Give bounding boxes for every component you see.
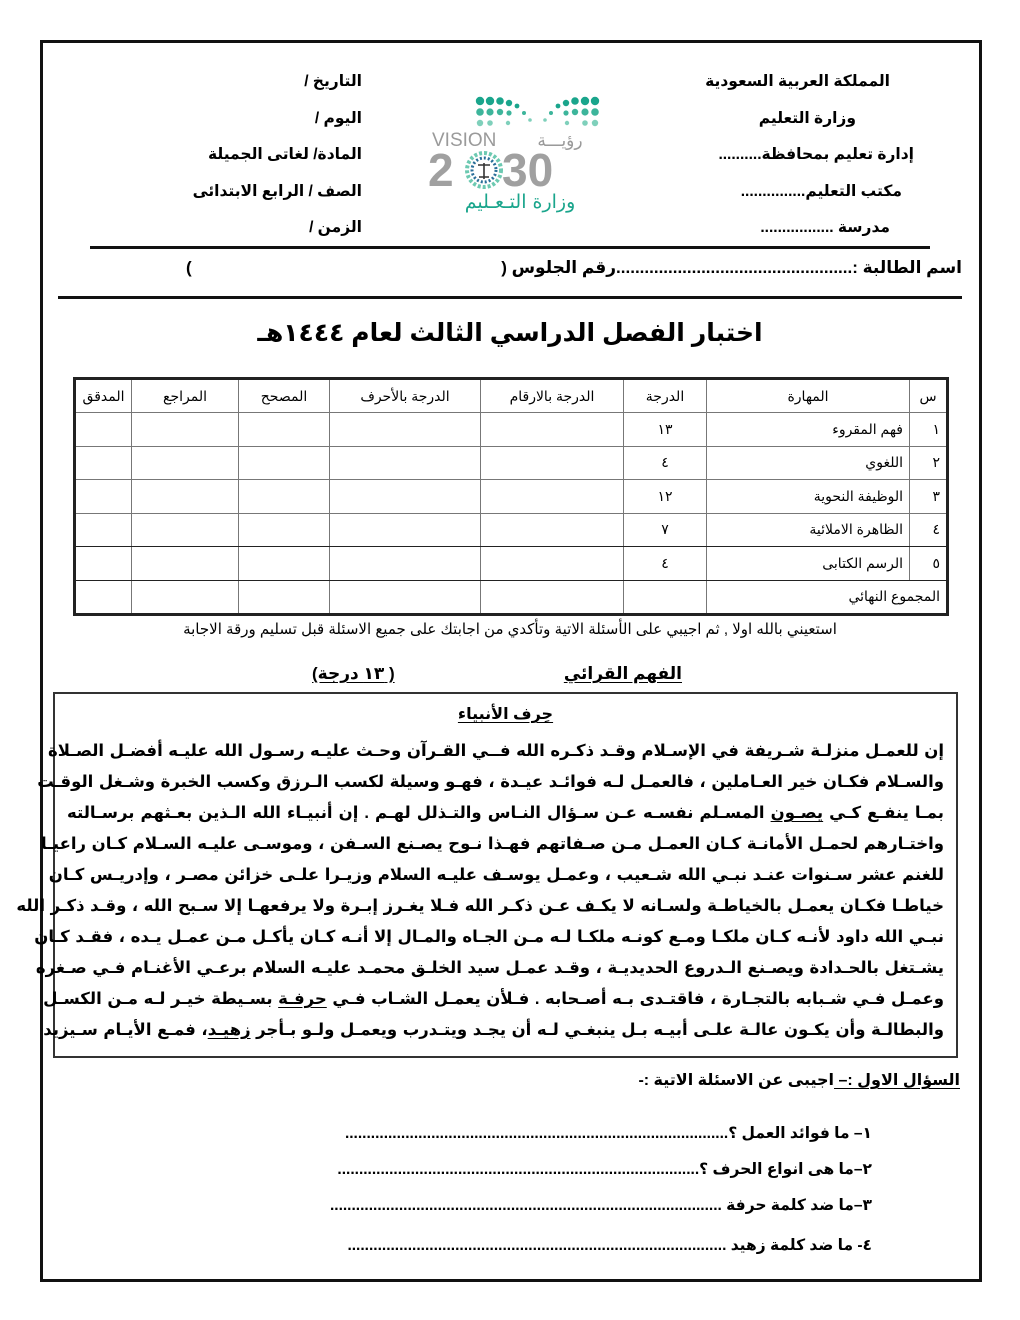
logo-dots-icon (476, 97, 599, 126)
total-corrector-cell[interactable] (239, 580, 330, 615)
col-header-corrector: المصحح (239, 379, 330, 413)
col-header-reviewer: المراجع (132, 379, 239, 413)
row-number: ٤ (910, 513, 948, 547)
scores-table (73, 377, 949, 616)
row-skill: الرسم الكتابى (707, 547, 910, 581)
grade-letters-cell[interactable] (330, 446, 481, 480)
underlined-word-hirfa: حرفـة (278, 990, 327, 1008)
passage-title: حِرف الأنبياء (457, 706, 554, 723)
total-auditor-cell[interactable] (75, 580, 132, 615)
grade-label: الصف / الرابع الابتدائى (192, 182, 362, 200)
auditor-cell[interactable] (75, 513, 132, 547)
col-header-auditor: المدقق (75, 379, 132, 413)
corrector-cell[interactable] (239, 547, 330, 581)
row-skill: الوظيفة النحوية (707, 480, 910, 514)
reading-passage (16, 692, 958, 1058)
exam-title: اختبار الفصل الدراسي الثالث لعام ١٤٤٤هـ (257, 319, 763, 347)
underlined-word-zaheed: زهيـد (207, 1021, 251, 1039)
question-item-3[interactable]: ٣–ما ضد كلمة حرفة ........................................................................................... (329, 1197, 872, 1214)
ministry-label: وزارة التعليم (758, 109, 856, 127)
table-row (75, 480, 948, 514)
grade-letters-cell[interactable] (330, 480, 481, 514)
row-number: ٢ (910, 446, 948, 480)
total-digits-cell[interactable] (481, 580, 624, 615)
row-number: ٥ (910, 547, 948, 581)
question1-label: السؤال الاول :– (834, 1072, 960, 1089)
scores-header-row (75, 379, 948, 413)
table-row (75, 446, 948, 480)
passage-text: المسـلم نفسـه عـن سـؤال النـاس والتـذلل لهـم . إن أنبيـاء الله الـذين بعـثهم برسـالته (67, 804, 771, 822)
grade-digits-cell[interactable] (481, 446, 624, 480)
row-skill: الظاهرة الاملائية (707, 513, 910, 547)
student-info-row (180, 258, 962, 288)
passage-text: بسـيطة خيـر لـه مـن الكسـل (43, 990, 279, 1008)
reviewer-cell[interactable] (132, 480, 239, 514)
reviewer-cell[interactable] (132, 446, 239, 480)
row-grade: ٤ (624, 547, 707, 581)
logo-vision-text: VISION (432, 130, 497, 151)
row-grade: ١٣ (624, 413, 707, 447)
row-grade: ٧ (624, 513, 707, 547)
day-field[interactable]: اليوم / (314, 109, 362, 127)
grade-digits-cell[interactable] (481, 480, 624, 514)
passage-text: بمـا ينفـع كـي (823, 804, 945, 822)
total-grade-cell[interactable] (624, 580, 707, 615)
question1-heading (638, 1070, 960, 1090)
row-grade: ٤ (624, 446, 707, 480)
reviewer-cell[interactable] (132, 513, 239, 547)
question-item-2[interactable]: ٢–ما هى انواع الحرف ؟.................................................................................... (337, 1161, 872, 1178)
passage-line: يشـتغل بالحـدادة ويصـنع الـدروع الحديديـة ، وقـد عمـل سيد الخلـق محمـد عليـه السلام برعـي الأغنـام فـي صـغره (35, 959, 944, 977)
row-grade: ١٢ (624, 480, 707, 514)
logo-ministry-arabic: وزارة التـعـليم (464, 191, 576, 213)
auditor-cell[interactable] (75, 547, 132, 581)
section-marks: ( ١٣ درجة) (312, 664, 395, 683)
reviewer-cell[interactable] (132, 547, 239, 581)
subject-label: المادة/ لغاتى الجميلة (207, 146, 362, 163)
instructions-text: استعيني بالله اولا , ثم اجيبي على الأسئلة الاتية وتأكدي من اجابتك على جميع الاسئلة قبل تسليم ورقة الاجابة (183, 621, 837, 638)
total-row (75, 580, 948, 615)
row-skill: اللغوي (707, 446, 910, 480)
logo-vision-arabic: رؤيـــة (537, 131, 583, 151)
row-number: ١ (910, 413, 948, 447)
table-row (75, 547, 948, 581)
grade-digits-cell[interactable] (481, 513, 624, 547)
logo-year-30: 30 (502, 144, 554, 196)
total-reviewer-cell[interactable] (132, 580, 239, 615)
auditor-cell[interactable] (75, 480, 132, 514)
school-field[interactable]: مدرسة ................. (760, 219, 890, 236)
question1-prompt: اجيبى عن الاسئلة الاتية :- (638, 1072, 835, 1089)
row-number: ٣ (910, 480, 948, 514)
grade-digits-cell[interactable] (481, 547, 624, 581)
col-header-skill: المهارة (707, 379, 910, 413)
question-item-4[interactable]: ٤- ما ضد كلمة زهيد ........................................................................................ (347, 1237, 872, 1254)
auditor-cell[interactable] (75, 446, 132, 480)
header-institution-info (660, 66, 920, 249)
passage-line: واختـارهم لحمـل الأمانـة كـان العمـل مـن صـفاتهم فهـذا نـوح يصـنع السـفن ، وموسـى عليـه السـلام كـان راعيـا (41, 835, 944, 853)
total-label: المجموع النهائي (707, 580, 948, 615)
student-name-and-seat-field[interactable]: اسم الطالبة :..................................................رقم الجلوس ( (501, 258, 962, 277)
passage-line (43, 984, 944, 1015)
passage-line (43, 1015, 944, 1046)
passage-text: وعمـل فـي شـبابه بالتجـارة ، فاقتـدى بـه أصـحابه . فـلأن يعمـل الشـاب فـي (326, 990, 944, 1008)
passage-line: إن للعمـل منزلـة شـريفة في الإسـلام وقـد ذكـره الله فــي القـرآن وحـث عليـه رسـول الله عليـه أفضـل الصـلاة (48, 742, 944, 760)
grade-letters-cell[interactable] (330, 547, 481, 581)
corrector-cell[interactable] (239, 446, 330, 480)
corrector-cell[interactable] (239, 413, 330, 447)
directorate-field[interactable]: إدارة تعليم بمحافظة.......... (718, 146, 914, 163)
row-skill: فهم المقروء (707, 413, 910, 447)
passage-line: للغنم عشر سـنوات عنـد نبـي الله شـعيب ، وعمـل يوسـف عليـه السلام وزيـرا علـى خزائن مصـر ، وإدريـس كـان (48, 866, 944, 884)
section-title: الفهم القرائي (563, 664, 682, 683)
question-item-1[interactable]: ١– ما فوائد العمل ؟......................................................................................... (344, 1125, 872, 1142)
header-exam-meta (170, 66, 362, 249)
auditor-cell[interactable] (75, 413, 132, 447)
passage-line: والسـلام فكـان خير العـاملين ، فالعمـل لـه فوائـد عيـدة ، فهـو وسيلة لكسب الـرزق وكسب الخبرة وشـغل الوقـت (37, 773, 944, 791)
total-letters-cell[interactable] (330, 580, 481, 615)
reviewer-cell[interactable] (132, 413, 239, 447)
grade-letters-cell[interactable] (330, 513, 481, 547)
time-field[interactable]: الزمن / (309, 219, 362, 236)
passage-line (67, 798, 944, 829)
grade-letters-cell[interactable] (330, 413, 481, 447)
logo-emblem-icon (467, 153, 501, 187)
col-header-grade-digits: الدرجة بالارقام (481, 379, 624, 413)
seat-close-paren: ) (186, 258, 192, 277)
date-field[interactable]: التاريخ / (304, 73, 362, 90)
logo-year-2: 2 (428, 144, 454, 196)
corrector-cell[interactable] (239, 513, 330, 547)
passage-text: ، فمـع الأيـام سـيزيد (43, 1021, 208, 1039)
underlined-word-yasoon: يصـون (770, 804, 824, 822)
corrector-cell[interactable] (239, 480, 330, 514)
table-row (75, 413, 948, 447)
col-header-grade: الدرجة (624, 379, 707, 413)
office-field[interactable]: مكتب التعليم............... (740, 182, 902, 200)
kingdom-label: المملكة العربية السعودية (705, 73, 890, 90)
passage-line: نبـي الله داود لأنـه كـان ملكـا ومـع كونـه ملكـا لـه مـن الجـاه والمـال إلا أنـه كـان يأكـل مـن عمـل يـده ، فقـد كـان (34, 928, 944, 946)
col-header-grade-letters: الدرجة بالأحرف (330, 379, 481, 413)
table-row (75, 513, 948, 547)
col-header-number: س (910, 379, 948, 413)
header-divider (90, 246, 930, 249)
grade-digits-cell[interactable] (481, 413, 624, 447)
passage-text: والبطالـة وأن يكـون عالـة علـى أبيـه بـل ينبغـي لـه أن يجـد ويتـدرب ويعمـل ولـو بـأجر (250, 1021, 944, 1039)
student-divider (58, 296, 962, 299)
passage-line: خياطـا فكـان يعمـل بالخياطـة ولسـانه لا يكـف عـن ذكـر الله فـلا يغـرز إبـرة ولا يرفعهـا إلا سـبح الله ، وقـد ذكـر الله (16, 897, 944, 915)
vision-2030-logo (420, 93, 600, 213)
